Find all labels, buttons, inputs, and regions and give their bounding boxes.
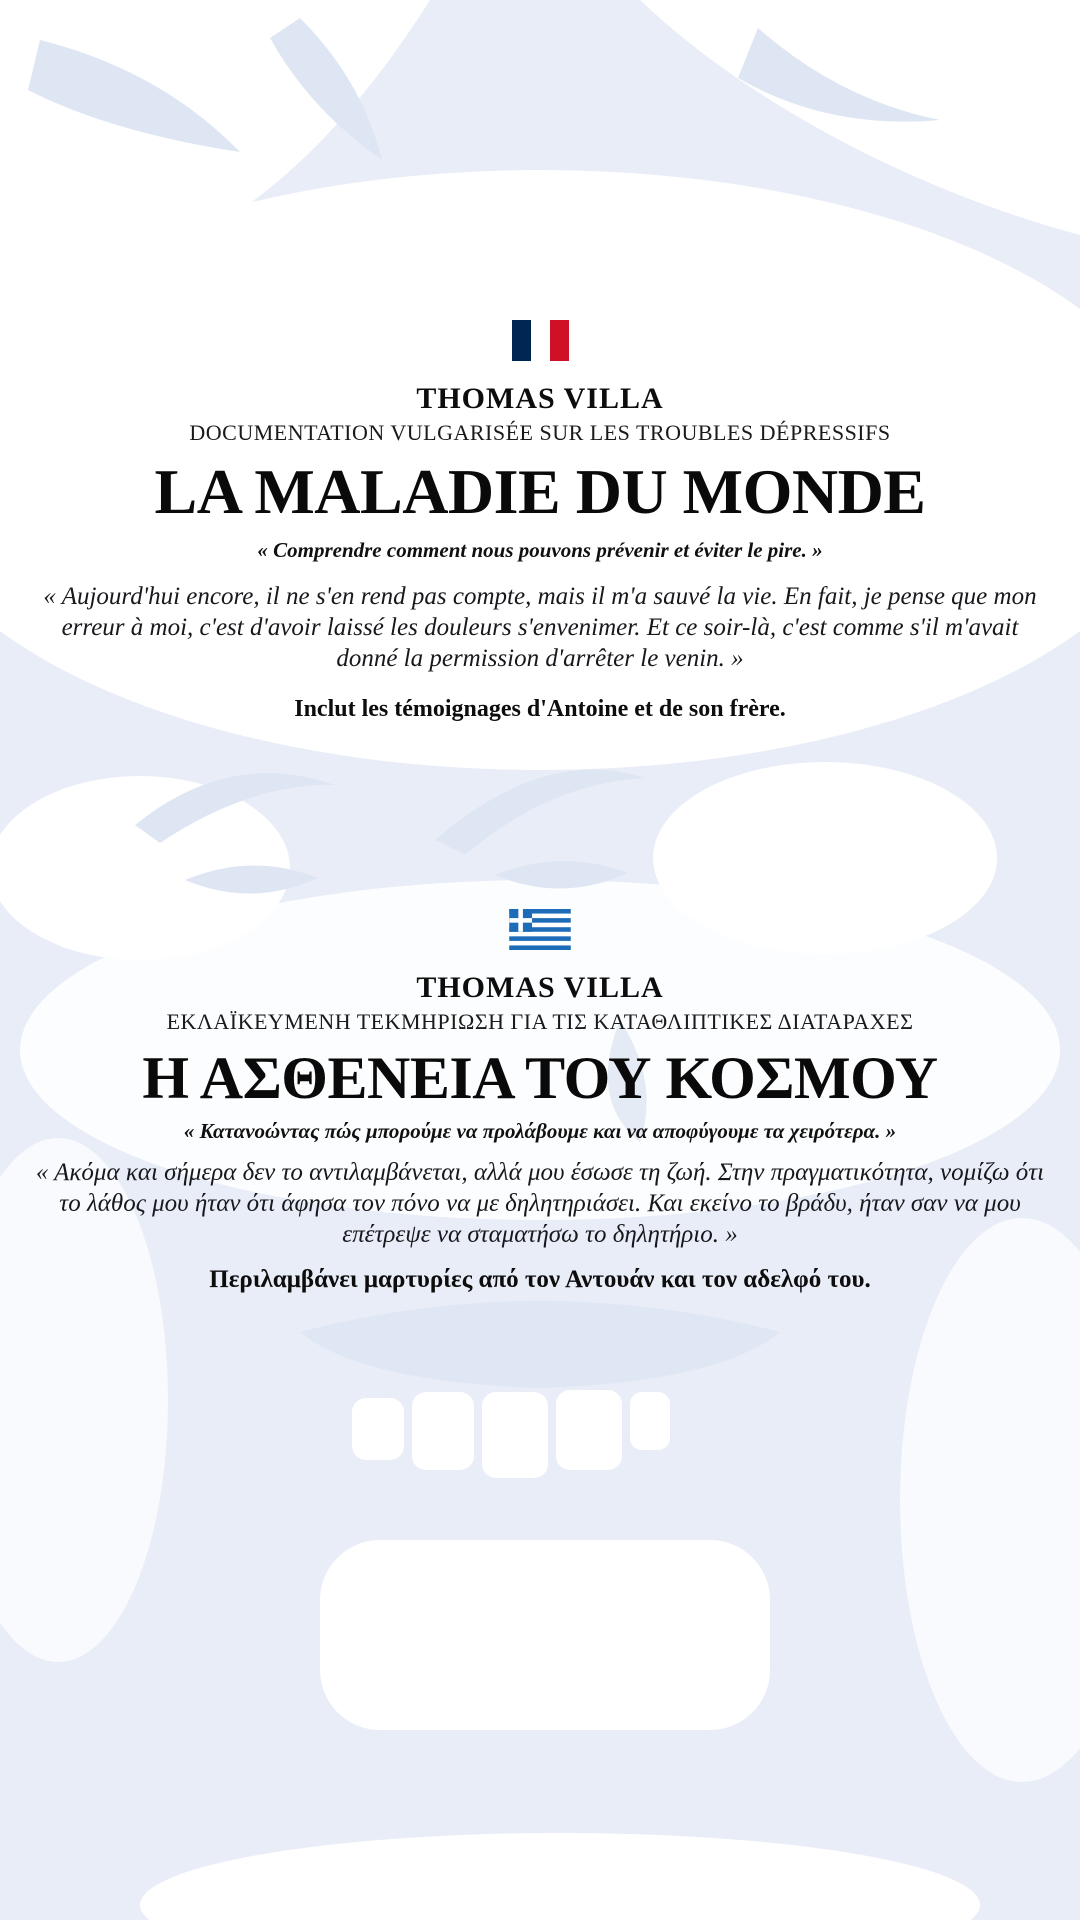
book-title: LA MALADIE DU MONDE <box>154 456 926 528</box>
testimonials-note: Περιλαμβάνει μαρτυρίες από τον Αντουάν και τον αδελφό του. <box>209 1266 871 1294</box>
tagline: « Κατανοώντας πώς μπορούμε να προλάβουμε και να αποφύγουμε τα χειρότερα. » <box>183 1118 897 1143</box>
flag-stripe-white <box>531 320 550 361</box>
tagline: « Comprendre comment nous pouvons prévenir et éviter le pire. » <box>257 538 823 563</box>
author-name: THOMAS VILLA <box>416 971 664 1005</box>
book-title: Η ΑΣΘΕΝΕΙΑ ΤΟΥ ΚΟΣΜΟΥ <box>142 1044 938 1111</box>
testimonial-quote: « Aujourd'hui encore, il ne s'en rend pas compte, mais il m'a sauvé la vie. En fait, je pense que mon erreur à moi, c'est d'avoir laissé les douleurs s'envenimer. Et ce soir-là, c'est comme s'il m'avait donné la permission d'arrêter le venin. » <box>43 582 1037 672</box>
greek-edition-section <box>0 909 1080 1295</box>
author-name: THOMAS VILLA <box>416 382 664 415</box>
series-subtitle: ΕΚΛΑΪΚΕΥΜΕΝΗ ΤΕΚΜΗΡΙΩΣΗ ΓΙΑ ΤΙΣ ΚΑΤΑΘΛΙΠΤΙΚΕΣ ΔΙΑΤΑΡΑΧΕΣ <box>166 1009 914 1035</box>
french-edition-section <box>0 320 1080 723</box>
testimonial-quote: « Ακόμα και σήμερα δεν το αντιλαμβάνεται, αλλά μου έσωσε τη ζωή. Στην πραγματικότητα, νομίζω ότι το λάθος μου ήταν ότι άφησα τον πόνο να με δηλητηριάσει. Και εκείνο το βράδυ, ήταν σαν να μου επέτρεψε να σταματήσω το δηλητήριο. » <box>35 1159 1045 1249</box>
flag-stripe-blue <box>512 320 531 361</box>
greece-flag-icon <box>509 909 571 950</box>
series-subtitle: DOCUMENTATION VULGARISÉE SUR LES TROUBLES DÉPRESSIFS <box>189 420 891 445</box>
france-flag-icon <box>512 320 569 361</box>
testimonials-note: Inclut les témoignages d'Antoine et de son frère. <box>294 695 786 722</box>
flag-stripe-red <box>550 320 569 361</box>
